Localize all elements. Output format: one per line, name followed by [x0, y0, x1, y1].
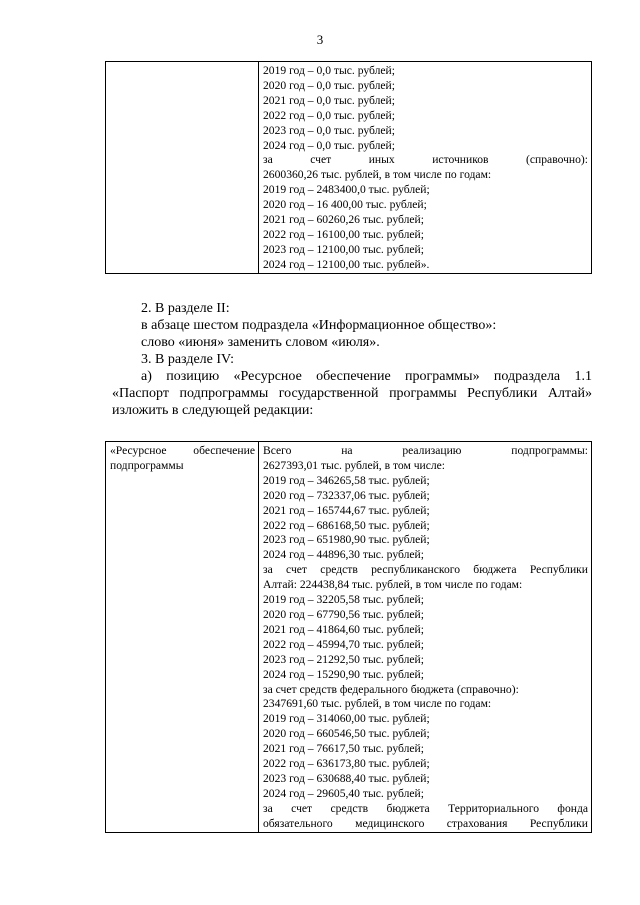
text-line: а) позицию «Ресурсное обеспечение программы» подраздела 1.1 — [141, 369, 592, 384]
t2-line: 2020 год – 67790,56 тыс. рублей; — [263, 607, 424, 621]
t1-line: 2600360,26 тыс. рублей, в том числе по годам: — [263, 168, 492, 182]
t2-line: 2347691,60 тыс. рублей, в том числе по годам: — [263, 697, 492, 711]
t2-line: за счет средств бюджета Территориального фонда — [263, 801, 588, 815]
t2-line: 2019 год – 314060,00 тыс. рублей; — [263, 712, 430, 726]
table2-left-cell — [106, 442, 259, 833]
t1-line: 2022 год – 16100,00 тыс. рублей; — [263, 227, 424, 241]
t1-line: 2024 год – 0,0 тыс. рублей; — [263, 138, 395, 152]
funding-table-continued — [105, 61, 592, 274]
t2-line: 2020 год – 732337,06 тыс. рублей; — [263, 488, 430, 502]
text-line: 3. В разделе IV: — [141, 352, 234, 367]
t1-line: 2023 год – 0,0 тыс. рублей; — [263, 123, 395, 137]
t1-line: 2024 год – 12100,00 тыс. рублей». — [263, 257, 430, 271]
text-line: слово «июня» заменить словом «июля». — [141, 335, 380, 350]
text-line: в абзаце шестом подраздела «Информационное общество»: — [141, 318, 497, 333]
t2-line: Всего на реализацию подпрограммы: — [263, 444, 588, 457]
t2-line: 2022 год – 686168,50 тыс. рублей; — [263, 518, 430, 532]
t2-line: 2019 год – 32205,58 тыс. рублей; — [263, 593, 424, 607]
t2-line: 2023 год – 630688,40 тыс. рублей; — [263, 771, 430, 785]
t2-line: 2023 год – 21292,50 тыс. рублей; — [263, 652, 424, 666]
t1-line: 2021 год – 0,0 тыс. рублей; — [263, 93, 395, 107]
table2-right-cell — [259, 442, 592, 833]
t1-line: за счет иных источников (справочно): — [263, 153, 588, 167]
t2-line: 2022 год – 636173,80 тыс. рублей; — [263, 757, 430, 771]
t2-line: 2024 год – 15290,90 тыс. рублей; — [263, 667, 424, 681]
page-number: 3 — [316, 32, 324, 47]
t2-line: обязательного медицинского страхования Республики — [263, 816, 588, 830]
t2-left-line: подпрограммы — [110, 458, 184, 472]
t2-line: 2021 год – 165744,67 тыс. рублей; — [263, 503, 430, 517]
t2-line: 2020 год – 660546,50 тыс. рублей; — [263, 727, 430, 741]
amendment-text — [112, 300, 592, 419]
t2-line: 2019 год – 346265,58 тыс. рублей; — [263, 473, 430, 487]
t1-line: 2022 год – 0,0 тыс. рублей; — [263, 108, 395, 122]
text-line: изложить в следующей редакции: — [112, 403, 314, 418]
t2-line: Алтай: 224438,84 тыс. рублей, в том числе по годам: — [263, 578, 523, 592]
t1-line: 2021 год – 60260,26 тыс. рублей; — [263, 213, 424, 227]
table1-right-cell — [259, 62, 592, 274]
t1-line: 2020 год – 0,0 тыс. рублей; — [263, 78, 395, 92]
t2-line: 2627393,01 тыс. рублей, в том числе: — [263, 458, 446, 472]
t2-line: 2021 год – 41864,60 тыс. рублей; — [263, 622, 424, 636]
t2-line: 2024 год – 29605,40 тыс. рублей; — [263, 786, 424, 800]
t1-line: 2019 год – 2483400,0 тыс. рублей; — [263, 183, 430, 197]
text-line: «Паспорт подпрограммы государственной программы Республики Алтай» — [112, 386, 592, 401]
t2-left-line: «Ресурсное обеспечение — [110, 444, 255, 457]
resource-provision-table — [105, 441, 592, 833]
t2-line: 2023 год – 651980,90 тыс. рублей; — [263, 533, 430, 547]
t1-line: 2023 год – 12100,00 тыс. рублей; — [263, 242, 424, 256]
t2-line: 2021 год – 76617,50 тыс. рублей; — [263, 742, 424, 756]
t1-line: 2019 год – 0,0 тыс. рублей; — [263, 64, 395, 77]
t2-line: 2024 год – 44896,30 тыс. рублей; — [263, 548, 424, 562]
t2-line: 2022 год – 45994,70 тыс. рублей; — [263, 637, 424, 651]
t2-line: за счет средств федерального бюджета (справочно): — [263, 682, 519, 696]
table1-left-cell — [106, 62, 259, 274]
t1-line: 2020 год – 16 400,00 тыс. рублей; — [263, 198, 427, 212]
t2-line: за счет средств республиканского бюджета Республики — [263, 563, 588, 577]
text-line: 2. В разделе II: — [141, 301, 230, 316]
